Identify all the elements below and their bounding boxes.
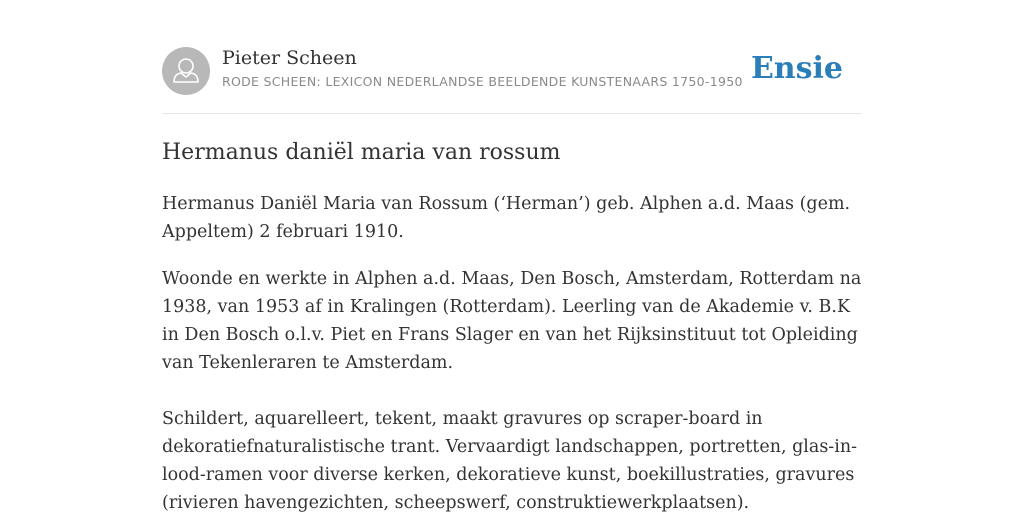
ensie-logo[interactable]: Ensie (750, 51, 843, 86)
paragraph-birth: Hermanus Daniël Maria van Rossum (‘Herman’) geb. Alphen a.d. Maas (gem. Appeltem) 2 februari 1910. (162, 194, 851, 242)
source-publication: RODE SCHEEN: LEXICON NEDERLANDSE BEELDENDE KUNSTENAARS 1750-1950 (222, 74, 743, 89)
paragraph-residence: Woonde en werkte in Alphen a.d. Maas, Den Bosch, Amsterdam, Rotterdam na 1938, van 1953 af in Kralingen (Rotterdam). Leerling van de Akademie v. B.K in Den Bosch o.l.v. Piet en Frans Slager en van het Rijksinstituut tot Opleiding van Tekenleraren te Amsterdam. (162, 269, 862, 373)
article-title: Hermanus daniël maria van rossum (162, 140, 561, 165)
article-body (162, 190, 862, 512)
author-name-link[interactable]: Pieter Scheen (222, 47, 357, 69)
author-avatar[interactable] (162, 47, 210, 95)
article-header (162, 46, 862, 114)
user-avatar-icon (162, 47, 210, 95)
paragraph-work: Schildert, aquarelleert, tekent, maakt gravures op scraper-board in dekoratiefnaturalistische trant. Vervaardigt landschappen, portretten, glas-in-lood-ramen voor diverse kerken, dekoratieve kunst, boekillustraties, gravures (rivieren havengezichten, scheepswerf, construktiewerkplaatsen). (162, 409, 858, 512)
